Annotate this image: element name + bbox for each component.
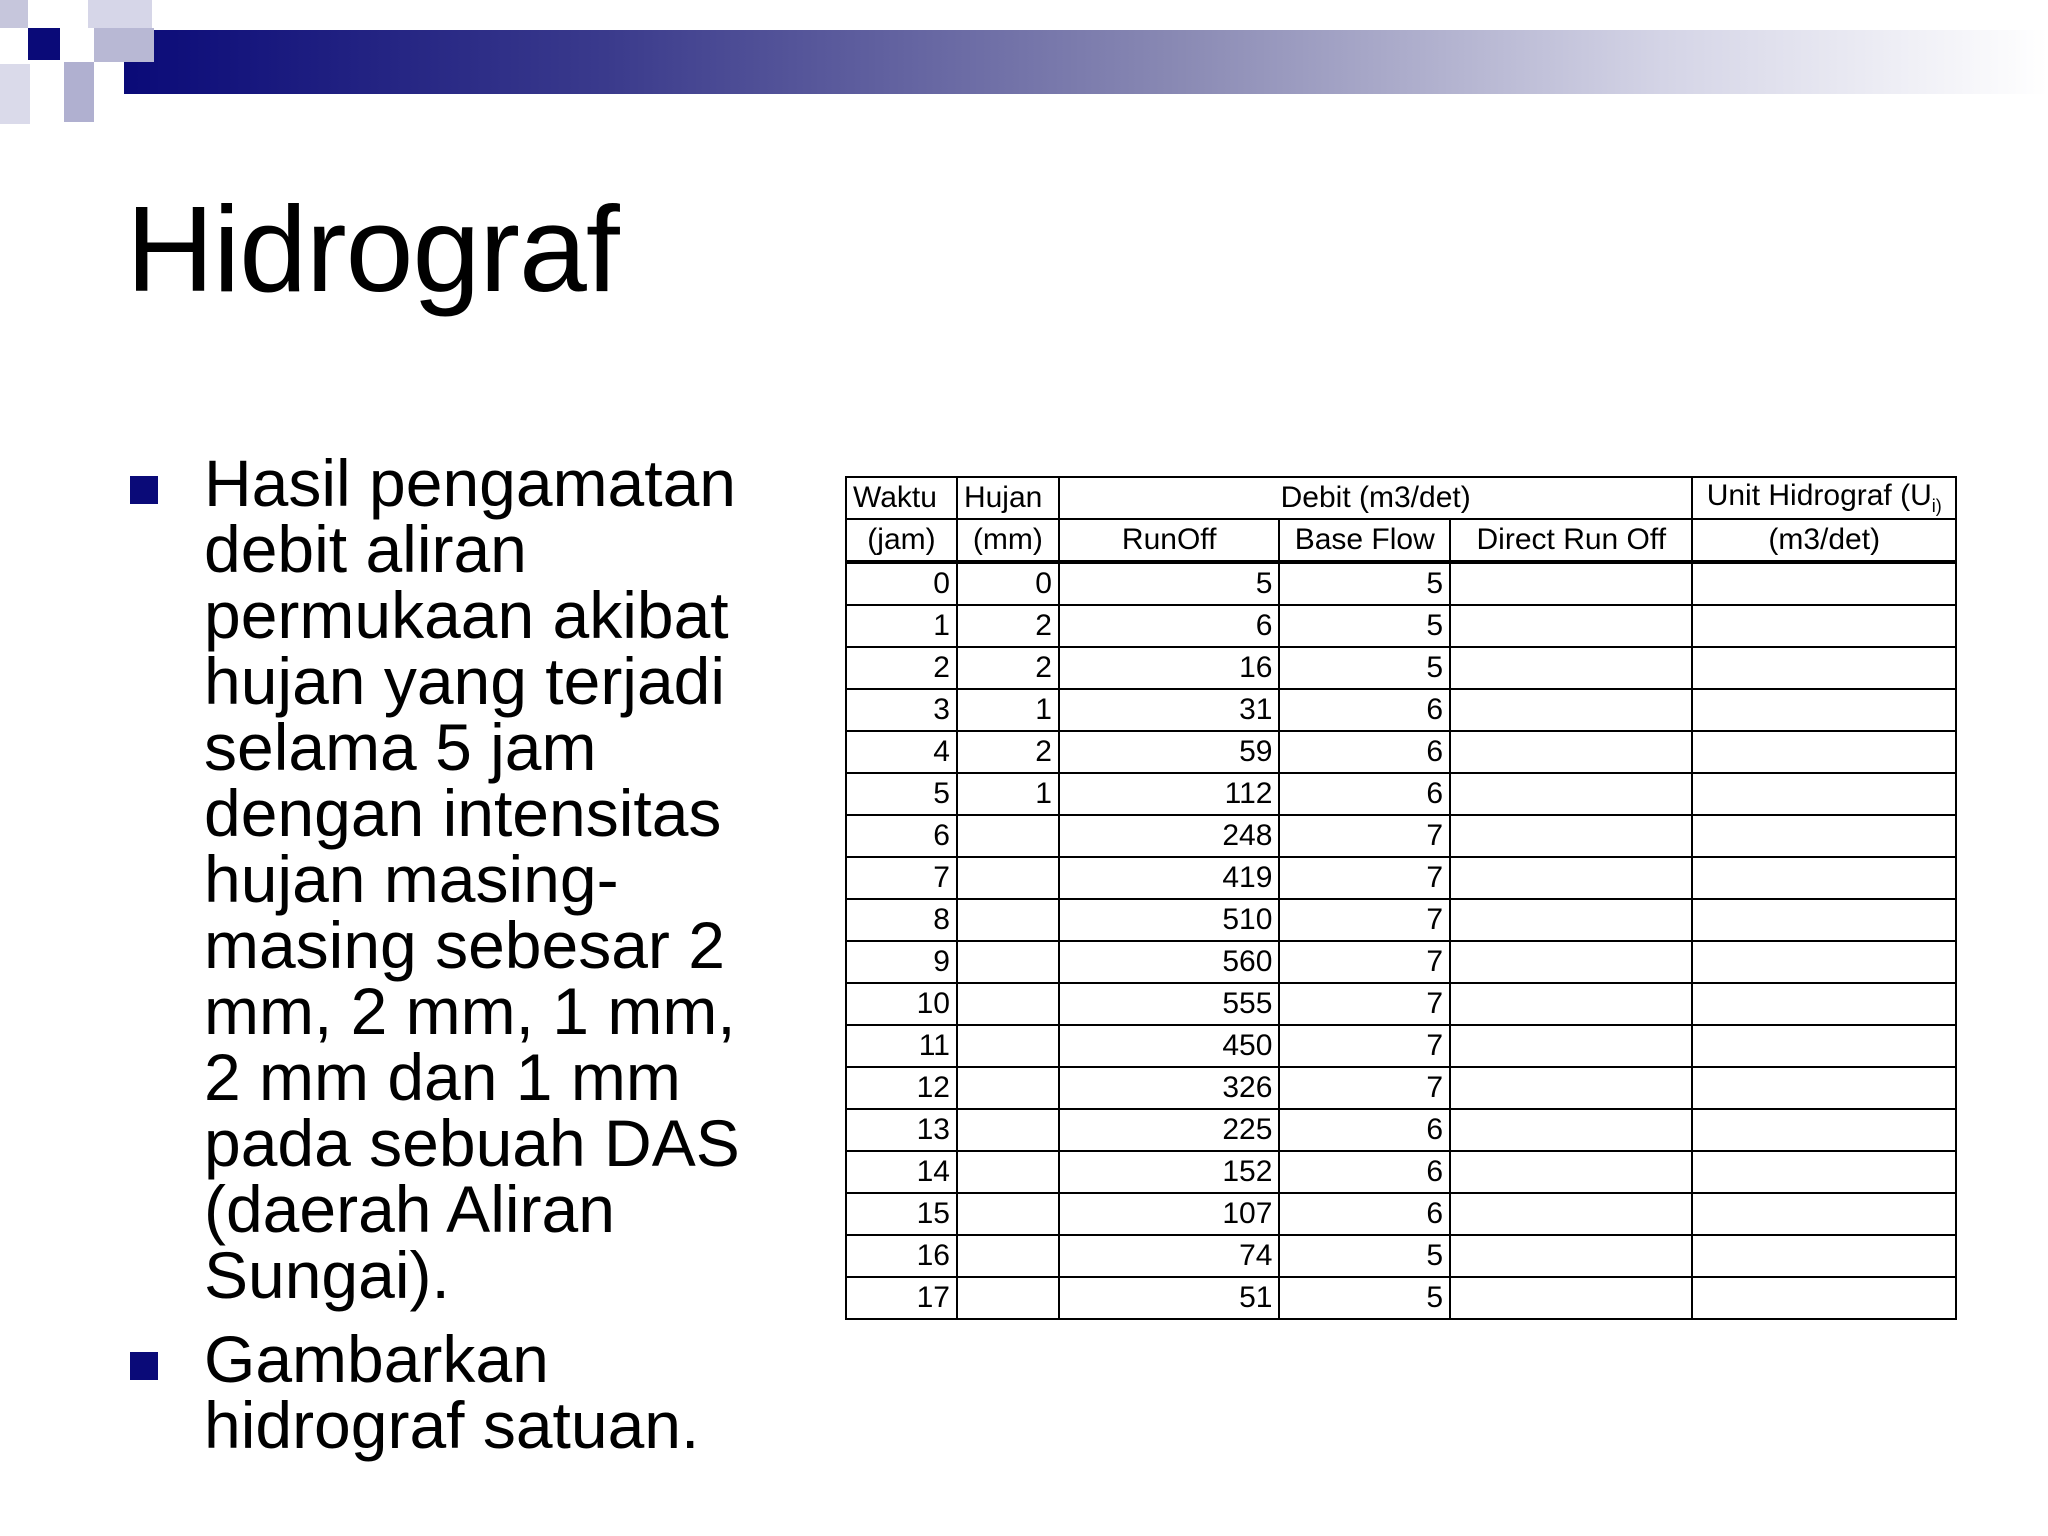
table-row — [846, 983, 1956, 1025]
decor-square — [0, 64, 30, 124]
header-unit-text: Unit Hidrograf (U — [1706, 479, 1932, 512]
cell-hujan — [957, 1193, 1059, 1235]
cell-waktu: 3 — [846, 689, 957, 731]
cell-waktu: 16 — [846, 1235, 957, 1277]
cell-waktu: 10 — [846, 983, 957, 1025]
cell-unit-hidrograf — [1692, 857, 1956, 899]
cell-waktu: 12 — [846, 1067, 957, 1109]
header-debit: Debit (m3/det) — [1059, 477, 1693, 519]
table-row — [846, 605, 1956, 647]
cell-runoff: 450 — [1059, 1025, 1280, 1067]
table-row — [846, 773, 1956, 815]
cell-unit-hidrograf — [1692, 941, 1956, 983]
cell-hujan: 1 — [957, 773, 1059, 815]
header-waktu-unit: (jam) — [846, 519, 957, 562]
cell-runoff: 560 — [1059, 941, 1280, 983]
cell-base-flow: 5 — [1279, 647, 1450, 689]
bullet-item — [124, 1322, 784, 1462]
cell-unit-hidrograf — [1692, 1025, 1956, 1067]
cell-waktu: 4 — [846, 731, 957, 773]
cell-base-flow: 6 — [1279, 731, 1450, 773]
cell-runoff: 31 — [1059, 689, 1280, 731]
cell-runoff: 59 — [1059, 731, 1280, 773]
header-hujan-unit: (mm) — [957, 519, 1059, 562]
cell-base-flow: 7 — [1279, 857, 1450, 899]
table-row — [846, 857, 1956, 899]
bullet-text: Gambarkan hidrograf satuan. — [204, 1322, 700, 1462]
decor-square — [28, 28, 60, 60]
table-row — [846, 899, 1956, 941]
cell-direct-run-off — [1450, 983, 1692, 1025]
cell-unit-hidrograf — [1692, 1277, 1956, 1319]
cell-waktu: 2 — [846, 647, 957, 689]
cell-direct-run-off — [1450, 857, 1692, 899]
cell-direct-run-off — [1450, 689, 1692, 731]
cell-direct-run-off — [1450, 1067, 1692, 1109]
decor-square — [0, 0, 28, 28]
bullet-list — [124, 446, 784, 1476]
cell-unit-hidrograf — [1692, 731, 1956, 773]
table-row — [846, 815, 1956, 857]
cell-hujan: 0 — [957, 562, 1059, 605]
cell-waktu: 7 — [846, 857, 957, 899]
cell-unit-hidrograf — [1692, 1151, 1956, 1193]
cell-hujan — [957, 899, 1059, 941]
cell-runoff: 112 — [1059, 773, 1280, 815]
cell-hujan: 2 — [957, 731, 1059, 773]
table-row — [846, 1235, 1956, 1277]
decor-square — [88, 0, 152, 28]
cell-direct-run-off — [1450, 1193, 1692, 1235]
header-hujan: Hujan — [957, 477, 1059, 519]
cell-waktu: 1 — [846, 605, 957, 647]
cell-base-flow: 5 — [1279, 1235, 1450, 1277]
cell-unit-hidrograf — [1692, 605, 1956, 647]
cell-hujan — [957, 1067, 1059, 1109]
cell-waktu: 13 — [846, 1109, 957, 1151]
cell-runoff: 16 — [1059, 647, 1280, 689]
cell-runoff: 326 — [1059, 1067, 1280, 1109]
table-row — [846, 1025, 1956, 1067]
table-row — [846, 941, 1956, 983]
header-direct-run-off: Direct Run Off — [1450, 519, 1692, 562]
header-base-flow: Base Flow — [1279, 519, 1450, 562]
cell-direct-run-off — [1450, 605, 1692, 647]
cell-direct-run-off — [1450, 1109, 1692, 1151]
cell-unit-hidrograf — [1692, 1235, 1956, 1277]
cell-waktu: 5 — [846, 773, 957, 815]
cell-unit-hidrograf — [1692, 899, 1956, 941]
cell-waktu: 6 — [846, 815, 957, 857]
cell-hujan — [957, 815, 1059, 857]
cell-unit-hidrograf — [1692, 689, 1956, 731]
cell-runoff: 248 — [1059, 815, 1280, 857]
cell-base-flow: 7 — [1279, 983, 1450, 1025]
cell-waktu: 17 — [846, 1277, 957, 1319]
cell-runoff: 51 — [1059, 1277, 1280, 1319]
cell-hujan — [957, 1235, 1059, 1277]
cell-runoff: 419 — [1059, 857, 1280, 899]
cell-base-flow: 5 — [1279, 1277, 1450, 1319]
cell-base-flow: 7 — [1279, 941, 1450, 983]
cell-runoff: 74 — [1059, 1235, 1280, 1277]
cell-base-flow: 7 — [1279, 1067, 1450, 1109]
cell-runoff: 5 — [1059, 562, 1280, 605]
cell-base-flow: 7 — [1279, 815, 1450, 857]
square-bullet-icon — [130, 1352, 158, 1380]
cell-direct-run-off — [1450, 815, 1692, 857]
cell-base-flow: 7 — [1279, 1025, 1450, 1067]
cell-waktu: 15 — [846, 1193, 957, 1235]
cell-direct-run-off — [1450, 731, 1692, 773]
cell-direct-run-off — [1450, 1151, 1692, 1193]
cell-runoff: 555 — [1059, 983, 1280, 1025]
table-row — [846, 1277, 1956, 1319]
table-header — [846, 477, 1956, 562]
cell-hujan: 2 — [957, 605, 1059, 647]
cell-base-flow: 6 — [1279, 1193, 1450, 1235]
cell-base-flow: 6 — [1279, 773, 1450, 815]
cell-waktu: 11 — [846, 1025, 957, 1067]
table-row — [846, 647, 1956, 689]
cell-unit-hidrograf — [1692, 773, 1956, 815]
cell-hujan — [957, 1025, 1059, 1067]
cell-runoff: 107 — [1059, 1193, 1280, 1235]
cell-unit-hidrograf — [1692, 1109, 1956, 1151]
cell-runoff: 225 — [1059, 1109, 1280, 1151]
table-row — [846, 1109, 1956, 1151]
decor-square — [64, 62, 94, 122]
cell-hujan: 2 — [957, 647, 1059, 689]
square-bullet-icon — [130, 476, 158, 504]
cell-waktu: 9 — [846, 941, 957, 983]
table-row — [846, 1151, 1956, 1193]
cell-waktu: 8 — [846, 899, 957, 941]
cell-base-flow: 7 — [1279, 899, 1450, 941]
cell-base-flow: 6 — [1279, 1109, 1450, 1151]
cell-unit-hidrograf — [1692, 647, 1956, 689]
cell-unit-hidrograf — [1692, 983, 1956, 1025]
cell-base-flow: 5 — [1279, 605, 1450, 647]
cell-hujan: 1 — [957, 689, 1059, 731]
header-unit-hidrograf — [1692, 477, 1956, 519]
cell-waktu: 14 — [846, 1151, 957, 1193]
header-unit-unit: (m3/det) — [1692, 519, 1956, 562]
decor-square — [94, 28, 154, 62]
table-row — [846, 1067, 1956, 1109]
bullet-item — [124, 446, 784, 1312]
cell-base-flow: 6 — [1279, 1151, 1450, 1193]
cell-hujan — [957, 1151, 1059, 1193]
cell-direct-run-off — [1450, 562, 1692, 605]
cell-direct-run-off — [1450, 1025, 1692, 1067]
header-gradient-bar — [124, 30, 2048, 94]
cell-unit-hidrograf — [1692, 562, 1956, 605]
table-row — [846, 1193, 1956, 1235]
cell-unit-hidrograf — [1692, 1193, 1956, 1235]
cell-hujan — [957, 983, 1059, 1025]
cell-hujan — [957, 941, 1059, 983]
cell-base-flow: 5 — [1279, 562, 1450, 605]
table-header-row — [846, 477, 1956, 519]
table-row — [846, 689, 1956, 731]
header-runoff: RunOff — [1059, 519, 1280, 562]
table-row — [846, 562, 1956, 605]
hydrograph-table — [845, 476, 1957, 1320]
header-waktu: Waktu — [846, 477, 957, 519]
table-body — [846, 562, 1956, 1319]
cell-unit-hidrograf — [1692, 815, 1956, 857]
cell-runoff: 152 — [1059, 1151, 1280, 1193]
cell-direct-run-off — [1450, 1235, 1692, 1277]
cell-direct-run-off — [1450, 647, 1692, 689]
table-header-row — [846, 519, 1956, 562]
cell-base-flow: 6 — [1279, 689, 1450, 731]
header-unit-subscript: i) — [1931, 496, 1942, 516]
cell-runoff: 510 — [1059, 899, 1280, 941]
cell-direct-run-off — [1450, 773, 1692, 815]
slide-title: Hidrograf — [126, 181, 619, 317]
cell-unit-hidrograf — [1692, 1067, 1956, 1109]
table-row — [846, 731, 1956, 773]
cell-hujan — [957, 1109, 1059, 1151]
cell-direct-run-off — [1450, 899, 1692, 941]
bullet-text: Hasil pengamatan debit aliran permukaan akibat hujan yang terjadi selama 5 jam dengan intensitas hujan masing-masing sebesar 2 mm, 2 mm, 1 mm, 2 mm dan 1 mm pada sebuah DAS (daerah Aliran Sungai). — [204, 446, 740, 1312]
cell-hujan — [957, 857, 1059, 899]
cell-waktu: 0 — [846, 562, 957, 605]
cell-runoff: 6 — [1059, 605, 1280, 647]
cell-direct-run-off — [1450, 1277, 1692, 1319]
cell-hujan — [957, 1277, 1059, 1319]
cell-direct-run-off — [1450, 941, 1692, 983]
